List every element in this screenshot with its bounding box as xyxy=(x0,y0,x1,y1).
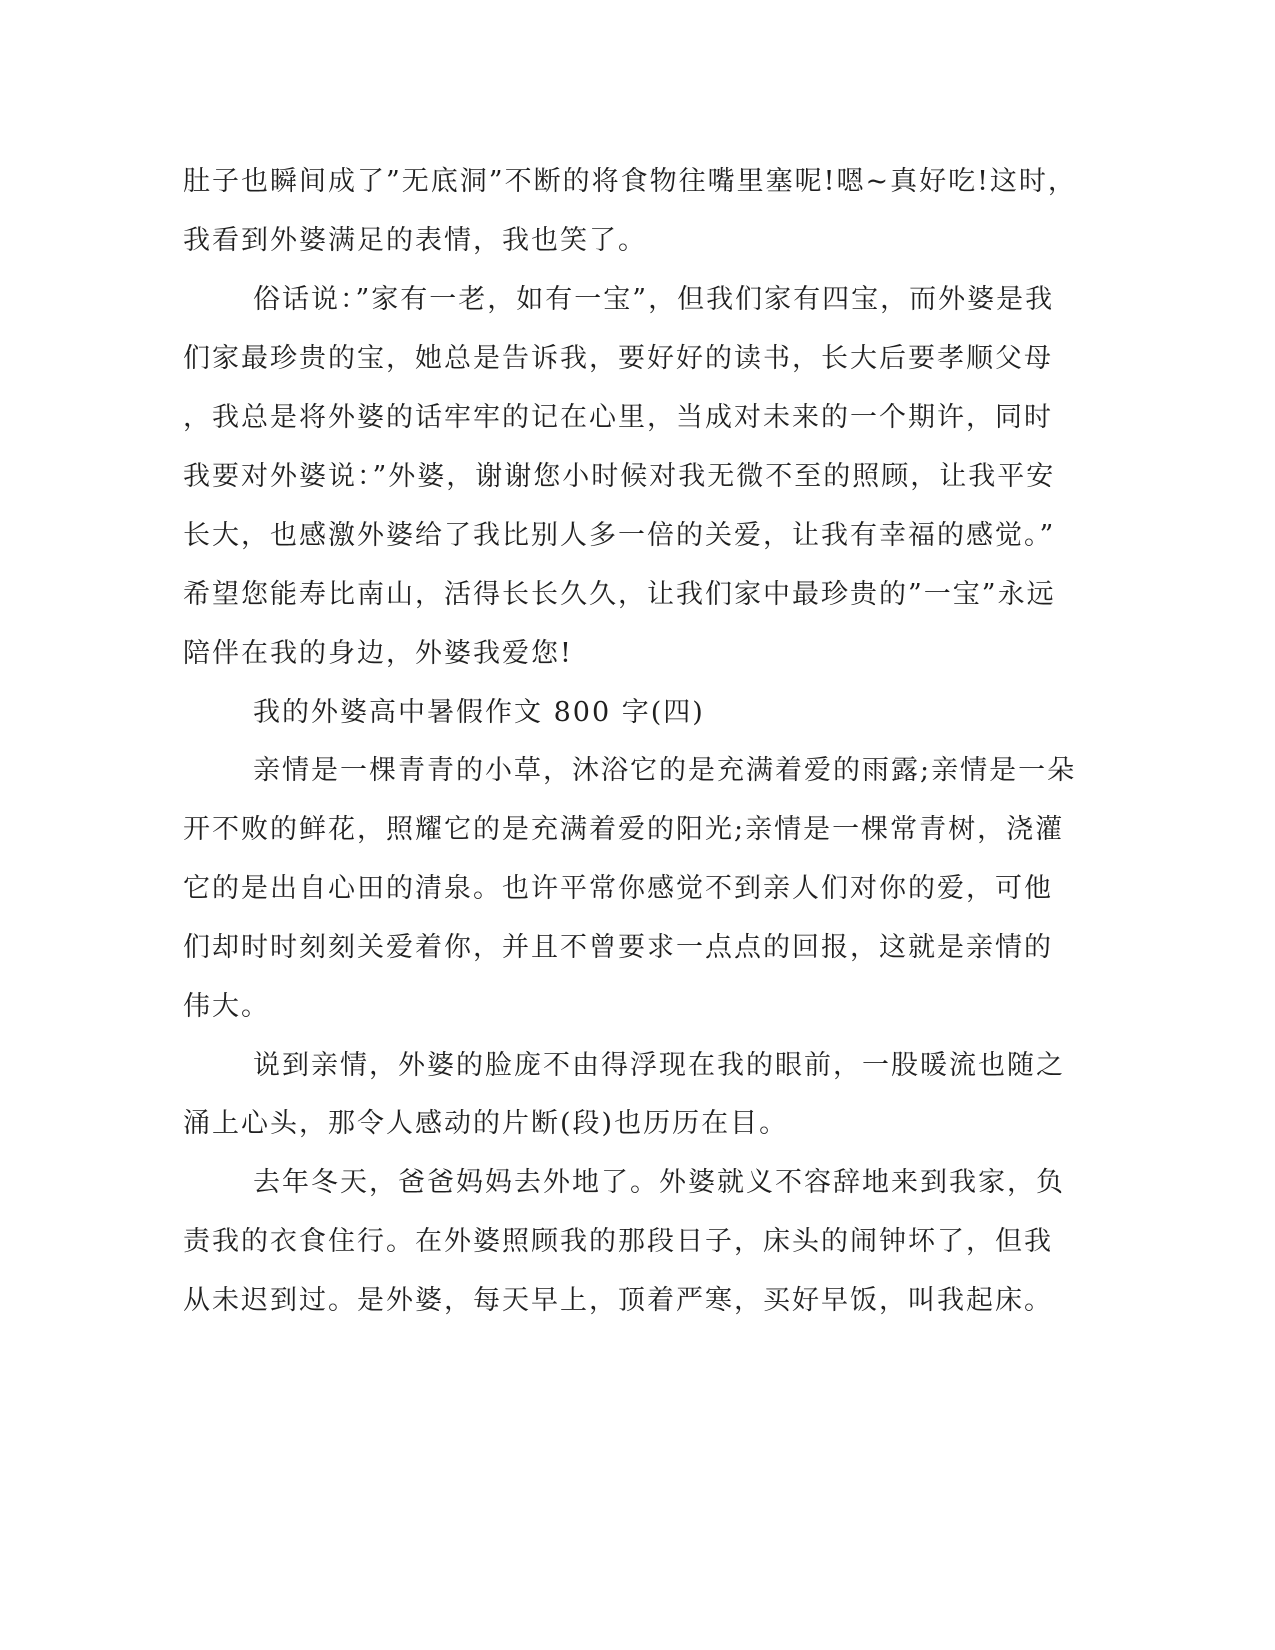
text-line: 伟大。 xyxy=(183,991,270,1022)
text-line: 俗话说：”家有一老，如有一宝”，但我们家有四宝，而外婆是我 xyxy=(253,284,1055,315)
text-line: 说到亲情，外婆的脸庞不由得浮现在我的眼前，一股暖流也随之 xyxy=(253,1050,1065,1081)
text-line: 去年冬天，爸爸妈妈去外地了。外婆就义不容辞地来到我家，负 xyxy=(253,1167,1065,1198)
text-line: ，我总是将外婆的话牢牢的记在心里，当成对未来的一个期许，同时 xyxy=(183,402,1053,433)
text-line: 它的是出自心田的清泉。也许平常你感觉不到亲人们对你的爱，可他 xyxy=(183,873,1053,904)
text-line: 我要对外婆说：”外婆，谢谢您小时候对我无微不至的照顾，让我平安 xyxy=(183,461,1056,492)
text-line: 陪伴在我的身边，外婆我爱您! xyxy=(183,638,573,669)
text-line: 们家最珍贵的宝，她总是告诉我，要好好的读书，长大后要孝顺父母 xyxy=(183,343,1053,374)
text-line: 长大，也感激外婆给了我比别人多一倍的关爱，让我有幸福的感觉。” xyxy=(183,520,1056,551)
text-line: 希望您能寿比南山，活得长长久久，让我们家中最珍贵的”一宝”永远 xyxy=(183,579,1056,610)
text-line: 涌上心头，那令人感动的片断(段)也历历在目。 xyxy=(183,1108,789,1139)
text-line: 们却时时刻刻关爱着你，并且不曾要求一点点的回报，这就是亲情的 xyxy=(183,932,1053,963)
text-line: 开不败的鲜花，照耀它的是充满着爱的阳光;亲情是一棵常青树，浇灌 xyxy=(183,814,1065,845)
text-line: 肚子也瞬间成了”无底洞”不断的将食物往嘴里塞呢!嗯~真好吃!这时， xyxy=(183,166,1077,197)
section-heading: 我的外婆高中暑假作文 800 字(四) xyxy=(253,697,705,728)
text-line: 亲情是一棵青青的小草，沐浴它的是充满着爱的雨露;亲情是一朵 xyxy=(253,755,1077,786)
text-line: 责我的衣食住行。在外婆照顾我的那段日子，床头的闹钟坏了，但我 xyxy=(183,1226,1053,1257)
text-line: 我看到外婆满足的表情，我也笑了。 xyxy=(183,225,647,256)
text-line: 从未迟到过。是外婆，每天早上，顶着严寒，买好早饭，叫我起床。 xyxy=(183,1285,1053,1316)
